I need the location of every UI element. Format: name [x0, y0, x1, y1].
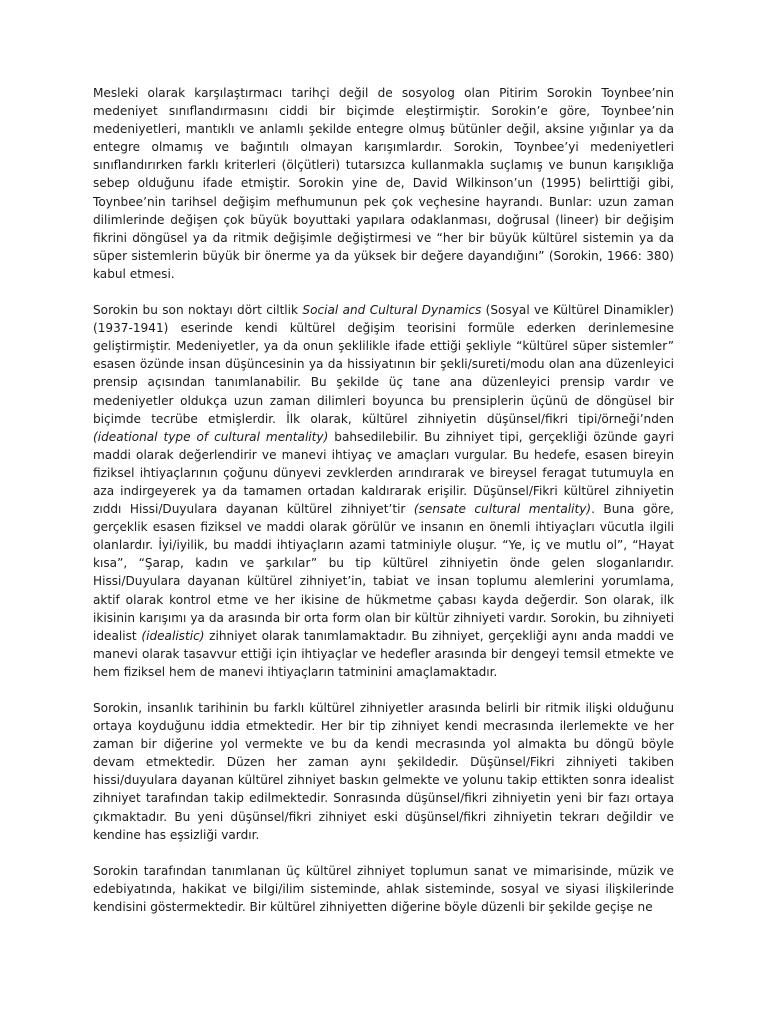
paragraph-text: . Buna göre, gerçeklik esasen fiziksel ve maddi olarak görülür ve insanın en önemli ihtiyaçları vücutla ilgili olanlardır. İyi/iyilik, bu maddi ihtiyaçların azami tatminiyle oluşur. “Ye, iç ve mutlu ol”, “Hayat kısa”, “Şarap, kadın ve şarkılar” bu tip kültürel zihniyetin önde gelen sloganlarıdır. Hissi/Duyulara dayanan kültürel zihniyet’in, tabiat ve insan toplumu alemlerini yorumlama, aktif olarak kontrol etme ve her ikisine de hükmetme çabası kayda değerdir. Son olarak, ilk ikisinin karışımı ya da arasında bir orta form olan bir kültür zihniyeti vardır. Sorokin, bu zihniyeti idealist — [93, 502, 674, 643]
paragraph-text: Sorokin tarafından tanımlanan üç kültürel zihniyet toplumun sanat ve mimarisinde, müzik ve edebiyatında, hakikat ve bilgi/ilim sisteminde, ahlak sisteminde, sosyal ve siyasi ilişkilerinde kendisini göstermektedir. Bir kültürel zihniyetten diğerine böyle düzenli bir şekilde geçişe ne — [93, 863, 674, 914]
paragraph-text: Mesleki olarak karşılaştırmacı tarihçi değil de sosyolog olan Pitirim Sorokin Toynbee’nin medeniyet sınıflandırmasını ciddi bir biçimde eleştirmiştir. Sorokin’e göre, Toynbee’nin medeniyetleri, mantıklı ve anlamlı şekilde entegre olmuş bütünler değil, aksine yığınlar ya da entegre olmamış ve bağıntılı olmayan karışımlardır. Sorokin, Toynbee’yi medeniyetleri sınıflandırırken farklı kriterleri (ölçütleri) tutarsızca kullanmakla suçlamış ve bunun karışıklığa sebep olduğunu ifade etmiştir. Sorokin yine de, David Wilkinson’un (1995) belirttiği gibi, Toynbee’nin tarihsel değişim mefhumunun pek çok veçhesine hayrandı. Bunlar: uzun zaman dilimlerinde değişen çok büyük boyuttaki yapılara odaklanması, doğrusal (lineer) bir değişim fikrini döngüsel ya da ritmik değişimle değiştirmesi ve “her bir büyük kültürel sistemin ya da süper sistemlerin büyük bir önerme ya da yüksek bir değere dayandığını” (Sorokin, 1966: 380) kabul etmesi. — [93, 86, 674, 281]
body-paragraph — [93, 699, 674, 844]
italic-text: (sensate cultural mentality) — [413, 502, 592, 517]
italic-text: Social and Cultural Dynamics — [302, 303, 482, 318]
paragraph-text: Sorokin, insanlık tarihinin bu farklı kültürel zihniyetler arasında belirli bir ritmik ilişki olduğunu ortaya koyduğunu iddia etmektedir. Her bir tip zihniyet kendi mecrasında ilerlemekte ve her zaman bir diğerine yol vermekte ve bu da kendi mecrasında yol almakta bu döngü böyle devam etmektedir. Düzen her zaman aynı şekildedir. Düşünsel/Fikri zihniyeti takiben hissi/duyulara dayanan kültürel zihniyet baskın gelmekte ve yolunu takip ettikten sonra idealist zihniyet tarafından takip edilmektedir. Sonrasında düşünsel/fikri zihniyetin yeni bir fazı ortaya çıkmaktadır. Bu yeni düşünsel/fikri zihniyet eski düşünsel/fikri zihniyetin tekrarı değildir ve kendine has eşsizliği vardır. — [93, 701, 674, 842]
body-paragraph — [93, 301, 674, 681]
body-paragraph — [93, 84, 674, 283]
paragraph-text: (Sosyal ve Kültürel Dinamikler) (1937-1941) eserinde kendi kültürel değişim teorisini formüle ederken derinlemesine geliştirmiştir. Medeniyetler, ya da onun şeklilikle ifade ettiği şekliyle “kültürel süper sistemler” esasen özünde insan düşüncesinin ya da hissiyatının bir şekli/sureti/modu olan ana düzenleyici prensip açısından tanımlanabilir. Bu şekilde üç tane ana düzenleyici prensip vardır ve medeniyetler oldukça uzun zaman dilimleri boyunca bu prensiplerin üçünü de döngüsel bir biçimde tecrübe etmişlerdir. İlk olarak, kültürel zihniyetin düşünsel/fikri tipi/örneği’nden — [93, 303, 674, 426]
document-page — [93, 84, 674, 934]
paragraph-text: zihniyet olarak tanımlamaktadır. Bu zihniyet, gerçekliği aynı anda maddi ve manevi olarak tasavvur ettiği için ihtiyaçlar ve hedefler arasında bir dengeyi temsil etmekte ve hem fiziksel hem de manevi ihtiyaçların tatminini amaçlamaktadır. — [93, 628, 674, 679]
body-paragraph — [93, 862, 674, 916]
italic-text: (idealistic) — [141, 628, 205, 643]
paragraph-text: bahsedilebilir. Bu zihniyet tipi, gerçekliği özünde gayri maddi olarak değerlendirir ve manevi ihtiyaç ve amaçları vurgular. Bu hedefe, esasen bireyin fiziksel ihtiyaçlarının çoğunu dünyevi zevklerden arındırarak ve bireysel feragat tutumuyla en aza indirgeyerek ya da tamamen ortadan kaldırarak erişilir. Düşünsel/Fikri kültürel zihniyetin zıddı Hissi/Duyulara dayanan kültürel zihniyet’tir — [93, 429, 674, 517]
italic-text: (ideational type of cultural mentality) — [93, 429, 329, 444]
paragraph-text: Sorokin bu son noktayı dört ciltlik — [93, 303, 303, 318]
